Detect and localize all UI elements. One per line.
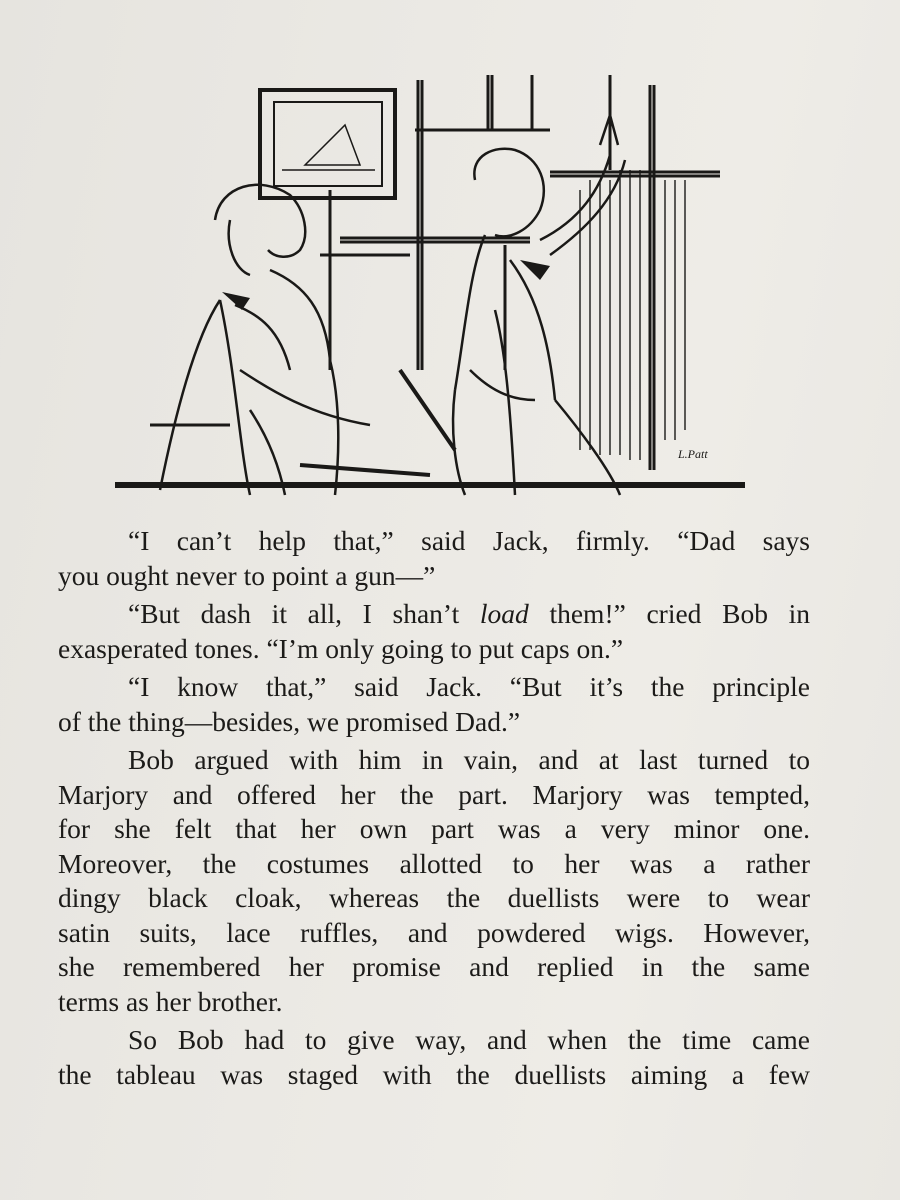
text-line: the tableau was staged with the duellists aiming a few	[58, 1058, 810, 1090]
text-line: “I know that,” said Jack. “But it’s the principle	[128, 671, 810, 702]
text-line: she remembered her promise and replied in the same	[58, 951, 810, 982]
text-line: Marjory and offered her the part. Marjory was tempted,	[58, 778, 810, 810]
text-line: Moreover, the costumes allotted to her was a rather	[58, 847, 810, 879]
text-span: “But dash it all, I shan’t	[128, 598, 480, 629]
text-line: satin suits, lace ruffles, and powdered wigs. However,	[58, 916, 810, 948]
paragraph	[58, 670, 810, 739]
text-line: So Bob had to give way, and when the time came	[128, 1024, 810, 1055]
text-line	[58, 597, 810, 632]
text-line: dingy black cloak, whereas the duellists were to wear	[58, 882, 810, 913]
emphasis-text: load	[479, 598, 529, 629]
body-text	[58, 520, 810, 1092]
text-line: Bob argued with him in vain, and at last turned to	[128, 744, 810, 775]
paragraph	[58, 1023, 810, 1092]
illustration	[110, 70, 750, 500]
paragraph	[58, 597, 810, 666]
text-line: of the thing—besides, we promised Dad.”	[58, 705, 521, 737]
text-span: them!” cried Bob in	[528, 598, 811, 629]
text-line: terms as her brother.	[58, 985, 283, 1017]
artist-signature: L.Patt	[678, 447, 708, 461]
text-line: you ought never to point a gun—”	[58, 559, 436, 591]
duel-rehearsal-illustration-icon	[110, 70, 750, 500]
text-line: “I can’t help that,” said Jack, firmly. “Dad says	[128, 525, 810, 556]
paragraph	[58, 524, 810, 593]
text-line: exasperated tones. “I’m only going to put caps on.”	[58, 632, 624, 664]
text-line: for she felt that her own part was a very minor one.	[58, 813, 810, 844]
paragraph	[58, 743, 810, 1019]
